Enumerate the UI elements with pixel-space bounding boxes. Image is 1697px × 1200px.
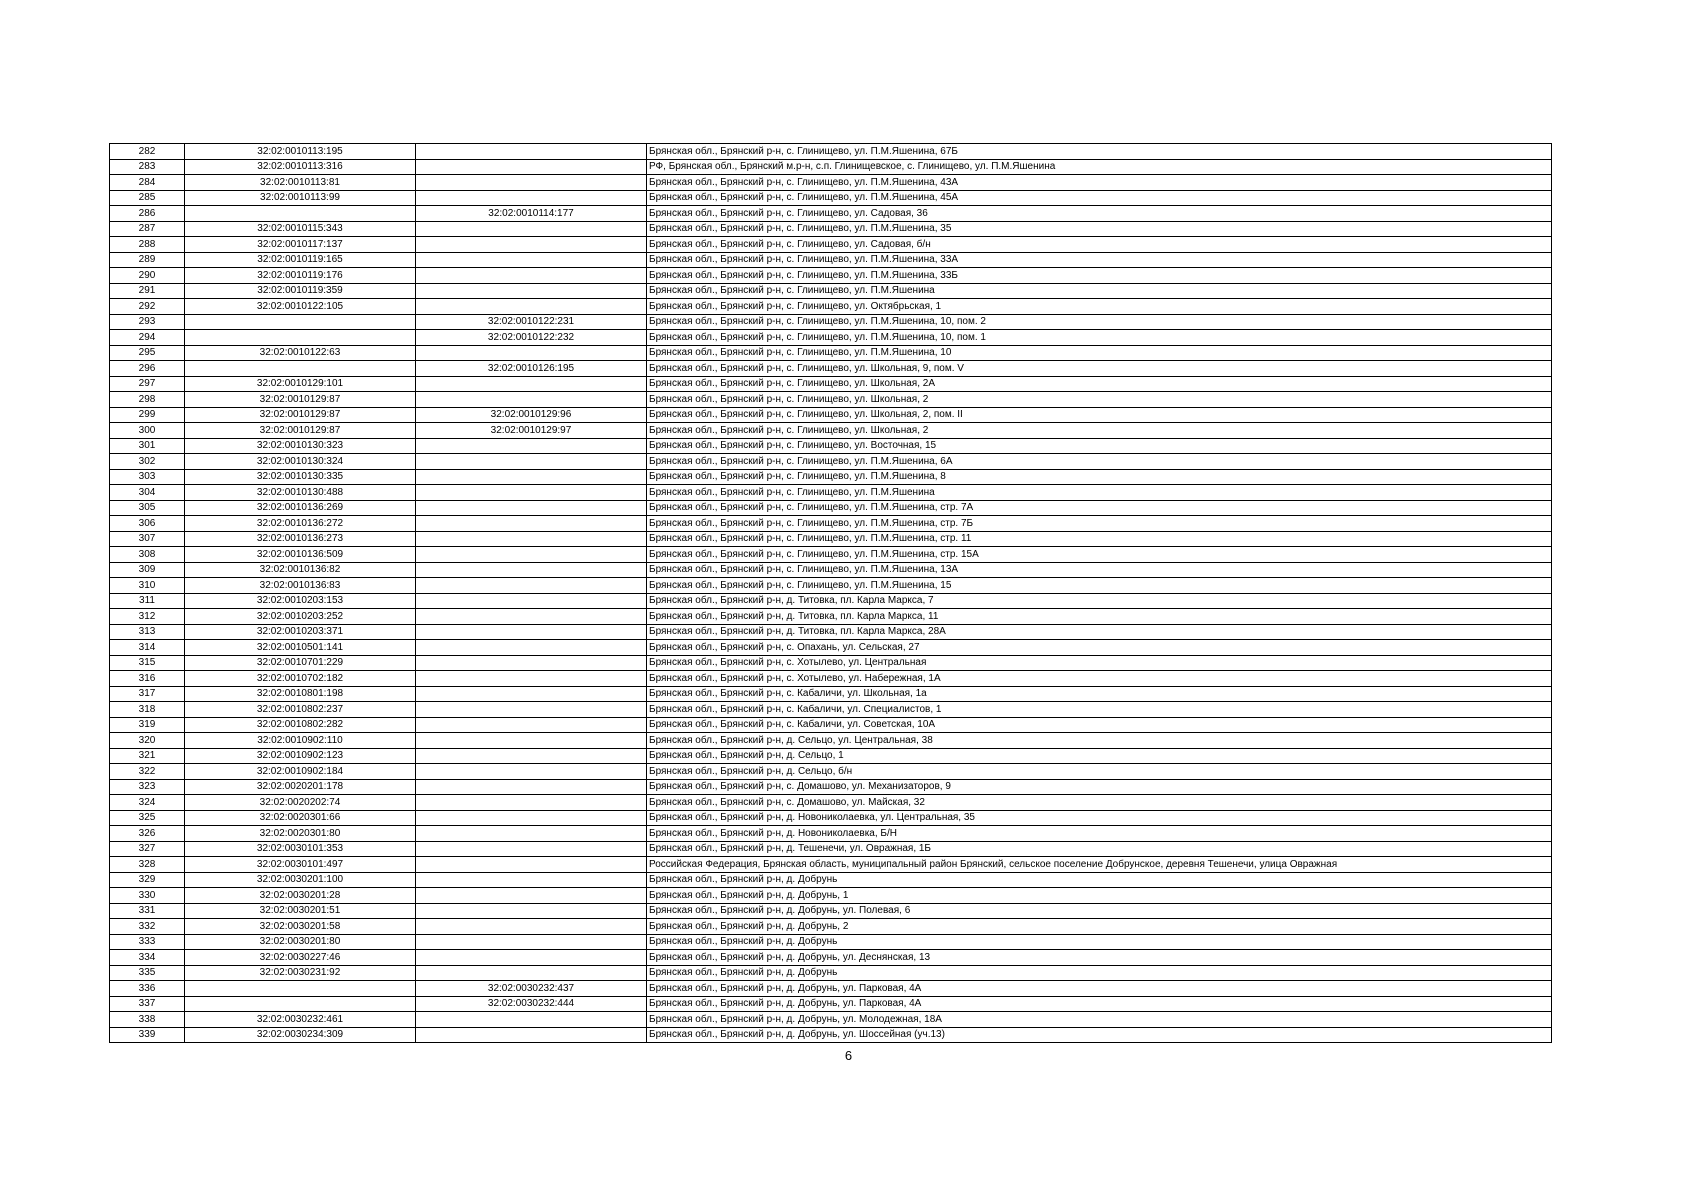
table-row <box>110 888 1552 904</box>
table-row <box>110 779 1552 795</box>
table-row <box>110 144 1552 160</box>
land-cadastral-number-cell: 32:02:0030201:58 <box>185 919 416 935</box>
land-cadastral-number-cell: 32:02:0030101:497 <box>185 857 416 873</box>
address-cell: Брянская обл., Брянский р-н, д. Новониколаевка, Б/Н <box>647 826 1552 842</box>
object-cadastral-number-cell: 32:02:0010122:232 <box>416 330 647 346</box>
object-cadastral-number-cell <box>416 1012 647 1028</box>
land-cadastral-number-cell: 32:02:0010203:153 <box>185 593 416 609</box>
address-cell: Брянская обл., Брянский р-н, с. Кабаличи, ул. Специалистов, 1 <box>647 702 1552 718</box>
table-row <box>110 361 1552 377</box>
table-row <box>110 810 1552 826</box>
table-row <box>110 299 1552 315</box>
object-cadastral-number-cell <box>416 392 647 408</box>
table-row <box>110 996 1552 1012</box>
address-cell: Брянская обл., Брянский р-н, с. Глинищево, ул. П.М.Яшенина <box>647 283 1552 299</box>
table-row <box>110 190 1552 206</box>
object-cadastral-number-cell <box>416 268 647 284</box>
object-cadastral-number-cell: 32:02:0030232:444 <box>416 996 647 1012</box>
land-cadastral-number-cell: 32:02:0030201:80 <box>185 934 416 950</box>
object-cadastral-number-cell <box>416 857 647 873</box>
table-row <box>110 469 1552 485</box>
land-cadastral-number-cell: 32:02:0010130:335 <box>185 469 416 485</box>
land-cadastral-number-cell: 32:02:0020201:178 <box>185 779 416 795</box>
object-cadastral-number-cell <box>416 469 647 485</box>
object-cadastral-number-cell <box>416 826 647 842</box>
address-cell: Российская Федерация, Брянская область, муниципальный район Брянский, сельское поселение Добрунское, деревня Тешенечи, улица Овражная <box>647 857 1552 873</box>
row-number-cell: 320 <box>110 733 185 749</box>
object-cadastral-number-cell <box>416 795 647 811</box>
row-number-cell: 287 <box>110 221 185 237</box>
address-cell: Брянская обл., Брянский р-н, с. Глинищево, ул. П.М.Яшенина, 35 <box>647 221 1552 237</box>
row-number-cell: 317 <box>110 686 185 702</box>
table-row <box>110 485 1552 501</box>
table-row <box>110 841 1552 857</box>
row-number-cell: 318 <box>110 702 185 718</box>
row-number-cell: 302 <box>110 454 185 470</box>
address-cell: Брянская обл., Брянский р-н, с. Глинищево, ул. П.М.Яшенина, 15 <box>647 578 1552 594</box>
object-cadastral-number-cell <box>416 609 647 625</box>
land-cadastral-number-cell: 32:02:0020301:80 <box>185 826 416 842</box>
row-number-cell: 307 <box>110 531 185 547</box>
row-number-cell: 316 <box>110 671 185 687</box>
address-cell: Брянская обл., Брянский р-н, с. Глинищево, ул. Садовая, 36 <box>647 206 1552 222</box>
table-row <box>110 795 1552 811</box>
land-cadastral-number-cell: 32:02:0030231:92 <box>185 965 416 981</box>
row-number-cell: 285 <box>110 190 185 206</box>
object-cadastral-number-cell <box>416 624 647 640</box>
land-cadastral-number-cell: 32:02:0010113:316 <box>185 159 416 175</box>
address-cell: Брянская обл., Брянский р-н, д. Титовка, пл. Карла Маркса, 7 <box>647 593 1552 609</box>
address-cell: Брянская обл., Брянский р-н, д. Добрунь, ул. Деснянская, 13 <box>647 950 1552 966</box>
row-number-cell: 300 <box>110 423 185 439</box>
address-cell: Брянская обл., Брянский р-н, с. Глинищево, ул. Школьная, 2 <box>647 423 1552 439</box>
table-row <box>110 640 1552 656</box>
land-cadastral-number-cell: 32:02:0010802:282 <box>185 717 416 733</box>
object-cadastral-number-cell <box>416 190 647 206</box>
object-cadastral-number-cell <box>416 717 647 733</box>
row-number-cell: 283 <box>110 159 185 175</box>
land-cadastral-number-cell: 32:02:0010902:123 <box>185 748 416 764</box>
table-row <box>110 237 1552 253</box>
row-number-cell: 335 <box>110 965 185 981</box>
address-cell: Брянская обл., Брянский р-н, с. Домашово, ул. Майская, 32 <box>647 795 1552 811</box>
object-cadastral-number-cell <box>416 578 647 594</box>
table-row <box>110 221 1552 237</box>
object-cadastral-number-cell <box>416 175 647 191</box>
row-number-cell: 337 <box>110 996 185 1012</box>
object-cadastral-number-cell <box>416 159 647 175</box>
object-cadastral-number-cell: 32:02:0010122:231 <box>416 314 647 330</box>
table-row <box>110 454 1552 470</box>
row-number-cell: 331 <box>110 903 185 919</box>
land-cadastral-number-cell: 32:02:0010203:371 <box>185 624 416 640</box>
address-cell: Брянская обл., Брянский р-н, с. Домашово, ул. Механизаторов, 9 <box>647 779 1552 795</box>
table-row <box>110 314 1552 330</box>
address-cell: Брянская обл., Брянский р-н, д. Добрунь <box>647 934 1552 950</box>
row-number-cell: 299 <box>110 407 185 423</box>
object-cadastral-number-cell: 32:02:0010129:96 <box>416 407 647 423</box>
address-cell: Брянская обл., Брянский р-н, с. Глинищево, ул. П.М.Яшенина, 43А <box>647 175 1552 191</box>
land-cadastral-number-cell: 32:02:0030232:461 <box>185 1012 416 1028</box>
table-row <box>110 686 1552 702</box>
object-cadastral-number-cell <box>416 547 647 563</box>
object-cadastral-number-cell <box>416 438 647 454</box>
row-number-cell: 305 <box>110 500 185 516</box>
address-cell: Брянская обл., Брянский р-н, с. Глинищево, ул. Школьная, 9, пом. V <box>647 361 1552 377</box>
object-cadastral-number-cell <box>416 702 647 718</box>
object-cadastral-number-cell <box>416 748 647 764</box>
address-cell: Брянская обл., Брянский р-н, с. Глинищево, ул. Восточная, 15 <box>647 438 1552 454</box>
row-number-cell: 297 <box>110 376 185 392</box>
address-cell: Брянская обл., Брянский р-н, с. Глинищево, ул. П.М.Яшенина, стр. 7А <box>647 500 1552 516</box>
row-number-cell: 322 <box>110 764 185 780</box>
land-cadastral-number-cell: 32:02:0030101:353 <box>185 841 416 857</box>
row-number-cell: 306 <box>110 516 185 532</box>
object-cadastral-number-cell <box>416 686 647 702</box>
object-cadastral-number-cell <box>416 810 647 826</box>
address-cell: Брянская обл., Брянский р-н, д. Сельцо, ул. Центральная, 38 <box>647 733 1552 749</box>
land-cadastral-number-cell: 32:02:0010113:99 <box>185 190 416 206</box>
address-cell: Брянская обл., Брянский р-н, д. Новониколаевка, ул. Центральная, 35 <box>647 810 1552 826</box>
address-cell: Брянская обл., Брянский р-н, с. Глинищево, ул. П.М.Яшенина, 10, пом. 1 <box>647 330 1552 346</box>
row-number-cell: 333 <box>110 934 185 950</box>
page-number: 6 <box>844 1048 853 1063</box>
address-cell: Брянская обл., Брянский р-н, с. Глинищево, ул. Садовая, б/н <box>647 237 1552 253</box>
row-number-cell: 309 <box>110 562 185 578</box>
row-number-cell: 325 <box>110 810 185 826</box>
land-cadastral-number-cell: 32:02:0030201:28 <box>185 888 416 904</box>
land-cadastral-number-cell: 32:02:0010902:110 <box>185 733 416 749</box>
address-cell: Брянская обл., Брянский р-н, с. Глинищево, ул. Школьная, 2А <box>647 376 1552 392</box>
table-row <box>110 423 1552 439</box>
row-number-cell: 329 <box>110 872 185 888</box>
row-number-cell: 289 <box>110 252 185 268</box>
object-cadastral-number-cell <box>416 655 647 671</box>
object-cadastral-number-cell <box>416 562 647 578</box>
address-cell: Брянская обл., Брянский р-н, с. Глинищево, ул. П.М.Яшенина, 33А <box>647 252 1552 268</box>
object-cadastral-number-cell <box>416 221 647 237</box>
object-cadastral-number-cell <box>416 1027 647 1043</box>
object-cadastral-number-cell <box>416 144 647 160</box>
object-cadastral-number-cell <box>416 237 647 253</box>
table-row <box>110 516 1552 532</box>
row-number-cell: 292 <box>110 299 185 315</box>
row-number-cell: 288 <box>110 237 185 253</box>
address-cell: Брянская обл., Брянский р-н, д. Добрунь <box>647 965 1552 981</box>
objects-table <box>109 143 1552 1043</box>
table-row <box>110 826 1552 842</box>
land-cadastral-number-cell: 32:02:0010136:269 <box>185 500 416 516</box>
row-number-cell: 321 <box>110 748 185 764</box>
land-cadastral-number-cell: 32:02:0030201:100 <box>185 872 416 888</box>
land-cadastral-number-cell: 32:02:0010136:82 <box>185 562 416 578</box>
land-cadastral-number-cell <box>185 330 416 346</box>
address-cell: Брянская обл., Брянский р-н, д. Добрунь, ул. Парковая, 4А <box>647 981 1552 997</box>
address-cell: Брянская обл., Брянский р-н, с. Глинищево, ул. П.М.Яшенина, 45А <box>647 190 1552 206</box>
row-number-cell: 304 <box>110 485 185 501</box>
land-cadastral-number-cell: 32:02:0010702:182 <box>185 671 416 687</box>
table-row <box>110 159 1552 175</box>
table-row <box>110 872 1552 888</box>
table-row <box>110 764 1552 780</box>
address-cell: Брянская обл., Брянский р-н, д. Добрунь, ул. Парковая, 4А <box>647 996 1552 1012</box>
address-cell: Брянская обл., Брянский р-н, с. Глинищево, ул. П.М.Яшенина, 13А <box>647 562 1552 578</box>
object-cadastral-number-cell <box>416 500 647 516</box>
row-number-cell: 308 <box>110 547 185 563</box>
object-cadastral-number-cell <box>416 733 647 749</box>
table-row <box>110 531 1552 547</box>
address-cell: Брянская обл., Брянский р-н, с. Глинищево, ул. П.М.Яшенина, стр. 15А <box>647 547 1552 563</box>
object-cadastral-number-cell <box>416 764 647 780</box>
object-cadastral-number-cell <box>416 345 647 361</box>
row-number-cell: 330 <box>110 888 185 904</box>
row-number-cell: 294 <box>110 330 185 346</box>
table-row <box>110 717 1552 733</box>
land-cadastral-number-cell: 32:02:0030201:51 <box>185 903 416 919</box>
row-number-cell: 291 <box>110 283 185 299</box>
table-row <box>110 671 1552 687</box>
address-cell: Брянская обл., Брянский р-н, с. Глинищево, ул. П.М.Яшенина <box>647 485 1552 501</box>
land-cadastral-number-cell: 32:02:0010136:272 <box>185 516 416 532</box>
row-number-cell: 311 <box>110 593 185 609</box>
row-number-cell: 339 <box>110 1027 185 1043</box>
row-number-cell: 336 <box>110 981 185 997</box>
row-number-cell: 293 <box>110 314 185 330</box>
row-number-cell: 301 <box>110 438 185 454</box>
table-row <box>110 919 1552 935</box>
address-cell: Брянская обл., Брянский р-н, с. Хотылево, ул. Центральная <box>647 655 1552 671</box>
object-cadastral-number-cell <box>416 299 647 315</box>
land-cadastral-number-cell: 32:02:0010130:323 <box>185 438 416 454</box>
land-cadastral-number-cell: 32:02:0010115:343 <box>185 221 416 237</box>
land-cadastral-number-cell: 32:02:0010122:63 <box>185 345 416 361</box>
land-cadastral-number-cell: 32:02:0030234:309 <box>185 1027 416 1043</box>
object-cadastral-number-cell <box>416 516 647 532</box>
row-number-cell: 282 <box>110 144 185 160</box>
table-row <box>110 345 1552 361</box>
object-cadastral-number-cell <box>416 950 647 966</box>
address-cell: Брянская обл., Брянский р-н, д. Добрунь, ул. Полевая, 6 <box>647 903 1552 919</box>
table-body <box>110 144 1552 1043</box>
land-cadastral-number-cell: 32:02:0010136:83 <box>185 578 416 594</box>
address-cell: Брянская обл., Брянский р-н, д. Титовка, пл. Карла Маркса, 11 <box>647 609 1552 625</box>
table-row <box>110 934 1552 950</box>
address-cell: Брянская обл., Брянский р-н, д. Добрунь, 1 <box>647 888 1552 904</box>
table-row <box>110 283 1552 299</box>
row-number-cell: 310 <box>110 578 185 594</box>
land-cadastral-number-cell: 32:02:0010129:87 <box>185 407 416 423</box>
object-cadastral-number-cell <box>416 934 647 950</box>
row-number-cell: 296 <box>110 361 185 377</box>
table-row <box>110 547 1552 563</box>
land-cadastral-number-cell: 32:02:0030227:46 <box>185 950 416 966</box>
land-cadastral-number-cell: 32:02:0020202:74 <box>185 795 416 811</box>
object-cadastral-number-cell <box>416 640 647 656</box>
land-cadastral-number-cell: 32:02:0010801:198 <box>185 686 416 702</box>
object-cadastral-number-cell: 32:02:0010129:97 <box>416 423 647 439</box>
land-cadastral-number-cell: 32:02:0010802:237 <box>185 702 416 718</box>
object-cadastral-number-cell <box>416 779 647 795</box>
land-cadastral-number-cell: 32:02:0010113:195 <box>185 144 416 160</box>
row-number-cell: 290 <box>110 268 185 284</box>
table-row <box>110 965 1552 981</box>
address-cell: Брянская обл., Брянский р-н, д. Добрунь, ул. Молодежная, 18А <box>647 1012 1552 1028</box>
object-cadastral-number-cell <box>416 485 647 501</box>
row-number-cell: 334 <box>110 950 185 966</box>
address-cell: Брянская обл., Брянский р-н, с. Глинищево, ул. П.М.Яшенина, стр. 11 <box>647 531 1552 547</box>
land-cadastral-number-cell <box>185 361 416 377</box>
row-number-cell: 338 <box>110 1012 185 1028</box>
object-cadastral-number-cell <box>416 252 647 268</box>
table-row <box>110 733 1552 749</box>
row-number-cell: 286 <box>110 206 185 222</box>
row-number-cell: 324 <box>110 795 185 811</box>
land-cadastral-number-cell: 32:02:0010129:101 <box>185 376 416 392</box>
address-cell: Брянская обл., Брянский р-н, д. Тешенечи, ул. Овражная, 1Б <box>647 841 1552 857</box>
land-cadastral-number-cell: 32:02:0010122:105 <box>185 299 416 315</box>
row-number-cell: 319 <box>110 717 185 733</box>
land-cadastral-number-cell <box>185 314 416 330</box>
table-row <box>110 1012 1552 1028</box>
address-cell: Брянская обл., Брянский р-н, с. Кабаличи, ул. Советская, 10А <box>647 717 1552 733</box>
table-row <box>110 593 1552 609</box>
table-row <box>110 392 1552 408</box>
address-cell: Брянская обл., Брянский р-н, д. Сельцо, 1 <box>647 748 1552 764</box>
table-row <box>110 252 1552 268</box>
table-row <box>110 330 1552 346</box>
table-row <box>110 655 1552 671</box>
object-cadastral-number-cell <box>416 593 647 609</box>
table-row <box>110 981 1552 997</box>
address-cell: Брянская обл., Брянский р-н, д. Добрунь, 2 <box>647 919 1552 935</box>
table-row <box>110 1027 1552 1043</box>
table-row <box>110 702 1552 718</box>
table-row <box>110 748 1552 764</box>
table-row <box>110 578 1552 594</box>
land-cadastral-number-cell: 32:02:0020301:66 <box>185 810 416 826</box>
object-cadastral-number-cell <box>416 376 647 392</box>
land-cadastral-number-cell: 32:02:0010130:488 <box>185 485 416 501</box>
object-cadastral-number-cell <box>416 283 647 299</box>
row-number-cell: 298 <box>110 392 185 408</box>
object-cadastral-number-cell <box>416 454 647 470</box>
address-cell: Брянская обл., Брянский р-н, с. Хотылево, ул. Набережная, 1А <box>647 671 1552 687</box>
row-number-cell: 314 <box>110 640 185 656</box>
land-cadastral-number-cell: 32:02:0010119:176 <box>185 268 416 284</box>
object-cadastral-number-cell <box>416 671 647 687</box>
land-cadastral-number-cell: 32:02:0010701:229 <box>185 655 416 671</box>
table-row <box>110 438 1552 454</box>
address-cell: Брянская обл., Брянский р-н, д. Сельцо, б/н <box>647 764 1552 780</box>
object-cadastral-number-cell <box>416 903 647 919</box>
land-cadastral-number-cell: 32:02:0010130:324 <box>185 454 416 470</box>
table-row <box>110 950 1552 966</box>
land-cadastral-number-cell: 32:02:0010136:509 <box>185 547 416 563</box>
address-cell: Брянская обл., Брянский р-н, с. Глинищево, ул. П.М.Яшенина, 67Б <box>647 144 1552 160</box>
object-cadastral-number-cell <box>416 872 647 888</box>
land-cadastral-number-cell <box>185 206 416 222</box>
address-cell: Брянская обл., Брянский р-н, с. Глинищево, ул. П.М.Яшенина, стр. 7Б <box>647 516 1552 532</box>
table-row <box>110 376 1552 392</box>
object-cadastral-number-cell <box>416 841 647 857</box>
land-cadastral-number-cell <box>185 996 416 1012</box>
land-cadastral-number-cell: 32:02:0010129:87 <box>185 423 416 439</box>
object-cadastral-number-cell <box>416 965 647 981</box>
land-cadastral-number-cell: 32:02:0010129:87 <box>185 392 416 408</box>
table-row <box>110 268 1552 284</box>
land-cadastral-number-cell: 32:02:0010136:273 <box>185 531 416 547</box>
address-cell: Брянская обл., Брянский р-н, с. Глинищево, ул. П.М.Яшенина, 33Б <box>647 268 1552 284</box>
address-cell: Брянская обл., Брянский р-н, д. Титовка, пл. Карла Маркса, 28А <box>647 624 1552 640</box>
address-cell: Брянская обл., Брянский р-н, с. Опахань, ул. Сельская, 27 <box>647 640 1552 656</box>
address-cell: Брянская обл., Брянский р-н, с. Глинищево, ул. Октябрьская, 1 <box>647 299 1552 315</box>
row-number-cell: 326 <box>110 826 185 842</box>
table-row <box>110 903 1552 919</box>
address-cell: Брянская обл., Брянский р-н, с. Глинищево, ул. П.М.Яшенина, 10 <box>647 345 1552 361</box>
address-cell: РФ, Брянская обл., Брянский м.р-н, с.п. Глинищевское, с. Глинищево, ул. П.М.Яшенина <box>647 159 1552 175</box>
row-number-cell: 315 <box>110 655 185 671</box>
row-number-cell: 327 <box>110 841 185 857</box>
row-number-cell: 303 <box>110 469 185 485</box>
object-cadastral-number-cell <box>416 531 647 547</box>
address-cell: Брянская обл., Брянский р-н, с. Глинищево, ул. Школьная, 2 <box>647 392 1552 408</box>
object-cadastral-number-cell: 32:02:0030232:437 <box>416 981 647 997</box>
table-row <box>110 407 1552 423</box>
row-number-cell: 284 <box>110 175 185 191</box>
land-cadastral-number-cell: 32:02:0010203:252 <box>185 609 416 625</box>
table-row <box>110 624 1552 640</box>
address-cell: Брянская обл., Брянский р-н, с. Глинищево, ул. П.М.Яшенина, 8 <box>647 469 1552 485</box>
land-cadastral-number-cell: 32:02:0010902:184 <box>185 764 416 780</box>
land-cadastral-number-cell: 32:02:0010113:81 <box>185 175 416 191</box>
table-row <box>110 206 1552 222</box>
object-cadastral-number-cell: 32:02:0010114:177 <box>416 206 647 222</box>
object-cadastral-number-cell: 32:02:0010126:195 <box>416 361 647 377</box>
table-row <box>110 175 1552 191</box>
row-number-cell: 328 <box>110 857 185 873</box>
address-cell: Брянская обл., Брянский р-н, с. Глинищево, ул. П.М.Яшенина, 6А <box>647 454 1552 470</box>
row-number-cell: 312 <box>110 609 185 625</box>
address-cell: Брянская обл., Брянский р-н, с. Глинищево, ул. П.М.Яшенина, 10, пом. 2 <box>647 314 1552 330</box>
land-cadastral-number-cell: 32:02:0010501:141 <box>185 640 416 656</box>
land-cadastral-number-cell <box>185 981 416 997</box>
address-cell: Брянская обл., Брянский р-н, с. Глинищево, ул. Школьная, 2, пом. II <box>647 407 1552 423</box>
land-cadastral-number-cell: 32:02:0010117:137 <box>185 237 416 253</box>
object-cadastral-number-cell <box>416 919 647 935</box>
row-number-cell: 332 <box>110 919 185 935</box>
address-cell: Брянская обл., Брянский р-н, д. Добрунь <box>647 872 1552 888</box>
land-cadastral-number-cell: 32:02:0010119:359 <box>185 283 416 299</box>
object-cadastral-number-cell <box>416 888 647 904</box>
land-cadastral-number-cell: 32:02:0010119:165 <box>185 252 416 268</box>
address-cell: Брянская обл., Брянский р-н, с. Кабаличи, ул. Школьная, 1а <box>647 686 1552 702</box>
row-number-cell: 313 <box>110 624 185 640</box>
table-row <box>110 562 1552 578</box>
table-row <box>110 609 1552 625</box>
table-row <box>110 500 1552 516</box>
table-row <box>110 857 1552 873</box>
row-number-cell: 295 <box>110 345 185 361</box>
row-number-cell: 323 <box>110 779 185 795</box>
address-cell: Брянская обл., Брянский р-н, д. Добрунь, ул. Шоссейная (уч.13) <box>647 1027 1552 1043</box>
